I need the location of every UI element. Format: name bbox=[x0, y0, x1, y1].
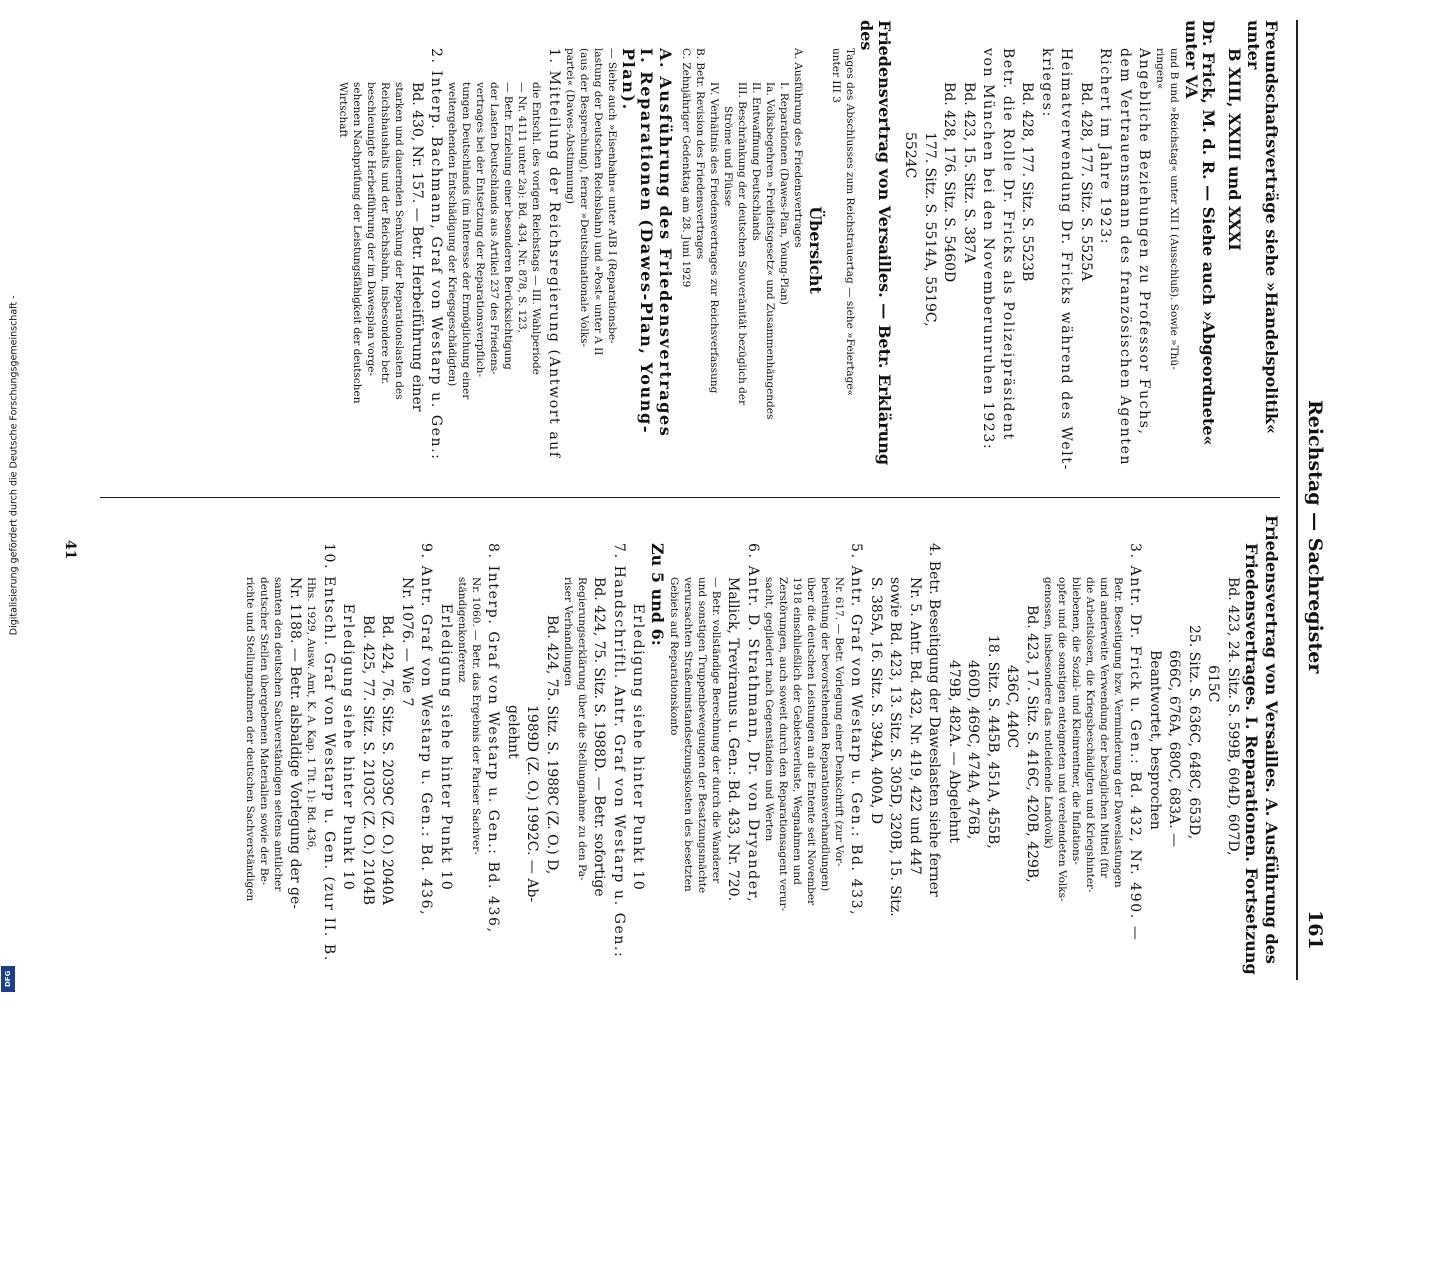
entry-line: Richert im Jahre 1923: bbox=[1097, 48, 1114, 246]
numbered-entry: 5. Antr. Graf von Westarp u. Gen.: Bd. 433, bbox=[848, 543, 865, 917]
overview-item: I. Reparationen (Dawes-Plan, Young-Plan) bbox=[778, 82, 791, 305]
entry-line: Friedensvertrages. I. Reparationen. Fortsetzung bbox=[1242, 543, 1262, 975]
reference-line: 177. Sitz. S. 5514A, 5519C, bbox=[922, 132, 938, 327]
entry-line: Gebiets auf Reparationskonto bbox=[668, 577, 680, 736]
entry-line: und sonstigen Truppenbewegungen der Besatzungsmächte bbox=[696, 577, 708, 894]
reference-line: Beantwortet, besprochen bbox=[1147, 650, 1163, 830]
overview-item: A. Ausführung des Friedensvertrages bbox=[792, 48, 805, 248]
entry-line: der Lasten Deutschlands aus Artikel 237 des Friedens- bbox=[488, 82, 501, 375]
overview-item: II. Entwaffnung Deutschlands bbox=[750, 82, 763, 241]
entry-line: — Betr. Erzielung einer besonderen Berücksichtigung bbox=[502, 82, 515, 370]
numbered-entry: 1. Mitteilung der Reichsregierung (Antwort auf bbox=[546, 48, 562, 459]
column-divider bbox=[100, 497, 1280, 498]
entry-line: tungen Deutschlands (im Interesse der Ermöglichung einer bbox=[460, 82, 473, 400]
reference-line: 18. Sitz. S. 445B, 451A, 455B, bbox=[985, 635, 1001, 849]
reference-line: Mallick, Treviranus u. Gen.: Bd. 433, Nr. 720. bbox=[725, 577, 742, 902]
entry-line: — Betr. vollständige Berechnung der durch die Wanderer bbox=[710, 577, 722, 884]
entry-line: Nr. 1060. — Betr. das Ergebnis der Pariser Sachver- bbox=[470, 577, 482, 855]
reference-line: S. 385A, 16. Sitz. S. 394A, 400A, D bbox=[868, 577, 884, 825]
entry-line: Betr. Beseitigung bzw. Verminderung der Daweslastungen bbox=[1112, 577, 1124, 888]
settlement-line: Erledigung siehe hinter Punkt 10 bbox=[340, 603, 357, 892]
reference-line: Bd. 425, 77. Sitz. S. 2103C (Z. O.) 2104B bbox=[360, 615, 376, 906]
entry-heading: Friedensvertrag von Versailles. — Betr. Erklärung des bbox=[857, 20, 894, 466]
reference-line: Bd. 428, 176. Sitz. S. 5460D bbox=[941, 82, 958, 283]
numbered-entry: 9. Antr. Graf von Westarp u. Gen.: Bd. 436, bbox=[418, 543, 435, 917]
subsection-heading: I. Reparationen (Dawes-Plan, Young-Plan). bbox=[619, 48, 656, 435]
reference-line: 25. Sitz. S. 636C, 648C, 653D, bbox=[1186, 625, 1202, 840]
running-title: Reichstag — Sachregister bbox=[1304, 400, 1326, 674]
overview-item: C. Zehnjähriger Gedenktag am 28. Juni 1929 bbox=[680, 48, 693, 288]
settlement-line: Erledigung siehe hinter Punkt 10 bbox=[438, 603, 454, 892]
entry-line: Hhs. 1929, Ausw. Amt, K. A. Kap. 1 Tit. 1): Bd. 436, bbox=[305, 577, 318, 851]
entry-line: Heimatverwendung Dr. Fricks während des Welt- bbox=[1058, 48, 1075, 471]
entry-line: die Entschl. des vorigen Reichstags — III. Wahlperiode bbox=[530, 82, 543, 375]
reference-line: 1989D (Z. O.) 1992C. — Ab- bbox=[524, 705, 541, 903]
entry-line: lastung der Deutschen Reichsbahn) und »Post« unter A II bbox=[592, 48, 604, 356]
numbered-entry: 8. Interp. Graf von Westarp u. Gen.: Bd. 436, bbox=[485, 543, 502, 934]
sheet-number: 41 bbox=[62, 540, 78, 560]
reference-line: Bd. 428, 177. Sitz. S. 5523B bbox=[1019, 82, 1036, 282]
entry-line: riser Verhandlungen bbox=[562, 577, 574, 687]
entry-line: sehenen Nachprüfung der Leistungsfähigkeit der deutschen bbox=[351, 82, 364, 404]
entry-line: deutscher Stellen übergebenen Materialien sowie der Be- bbox=[258, 577, 270, 886]
numbered-entry: 2. Interp. Bachmann, Graf von Westarp u. Gen.: bbox=[428, 48, 445, 461]
entry-line: bliebenen, die Sozial- und Kleinrentner, die Inflations- bbox=[1070, 577, 1082, 865]
reference-line: 666C, 676A, 680C, 683A. — bbox=[1166, 650, 1183, 848]
overview-heading: Übersicht bbox=[806, 206, 825, 294]
entry-line: vertrages bei der Entsetzung der Reparationsverpflich- bbox=[474, 82, 487, 377]
entry-line: bereitung der bevorstehenden Reparationsverhandlungen) bbox=[819, 577, 831, 892]
reference-line: Bd. 424, 75. Sitz. S. 1988D. — Betr. sofortige bbox=[591, 577, 608, 897]
reference-line: sowie Bd. 423, 13. Sitz. S. 305D, 320B, 15. Sitz. bbox=[887, 577, 904, 917]
numbered-entry: 4. Betr. Beseitigung der Daweslasten siehe ferner bbox=[926, 543, 943, 897]
entry-line: dem Vertrauensmann des französischen Agenten bbox=[1117, 48, 1133, 467]
entry-line: genossen, insbesondere das notleidende Landvolk) bbox=[1042, 577, 1054, 849]
entry-heading: Freundschaftsverträge siehe »Handelspolitik« unter bbox=[1244, 20, 1281, 434]
reference-line: Bd. 423, 17. Sitz. S. 416C, 420B, 429B, bbox=[1024, 605, 1040, 883]
reference-line: Bd. 424, 76. Sitz. S. 2039C (Z. O.) 2040A bbox=[379, 615, 396, 905]
entry-line: krieges: bbox=[1039, 48, 1055, 118]
entry-line: von München bei den Novemberunruhen 1923: bbox=[980, 48, 997, 451]
entry-line: — Nr. 4111 unter 2a): Bd. 434, Nr. 878, S. 123, bbox=[516, 82, 529, 334]
overview-item: IV. Verhältnis des Friedensvertrages zur Reichsverfassung bbox=[708, 82, 721, 394]
entry-line: und anderweite Verwendung der bezüglichen Mittel (für bbox=[1098, 577, 1110, 879]
entry-line: ständigenkonferenz bbox=[456, 577, 468, 683]
entry-line: unter III 3 bbox=[830, 48, 842, 103]
overview-item: Ströme und Flüsse bbox=[722, 106, 735, 207]
reference-line: Bd. 428, 177. Sitz. S. 5525A bbox=[1078, 82, 1094, 282]
entry-line: Betr. die Rolle Dr. Fricks als Polizeipräsident bbox=[1000, 48, 1016, 441]
entry-line: opfer und die sonstigen enteigneten und verelendeten Volks- bbox=[1056, 577, 1068, 902]
header-rule bbox=[1296, 20, 1298, 980]
reference-line: 5524C bbox=[902, 132, 919, 179]
digitization-credit-text: Digitalisierung gefördert durch die Deutsche Forschungsgemeinschaft - bbox=[8, 295, 20, 636]
settlement-line: Erledigung siehe hinter Punkt 10 bbox=[630, 603, 647, 892]
entry-line: die Arbeitslosen, die Kriegsbeschädigten und Kriegshinter- bbox=[1084, 577, 1096, 893]
right-column bbox=[242, 515, 1280, 980]
entry-line: B XIII, XXIII und XXXI bbox=[1225, 48, 1244, 251]
overview-item: B. Betr. Revision des Friedensvertrages bbox=[694, 48, 707, 260]
entry-line: verursachten Straßeninstandsetzungskosten des besetzten bbox=[682, 577, 694, 892]
reference-line: Bd. 423, 15. Sitz. S. 387A bbox=[961, 82, 977, 264]
reference-line: Nr. 1076. — Wie 7 bbox=[399, 577, 415, 707]
entry-line: (aus der Besprechung), ferner »Deutschnationale Volks- bbox=[578, 48, 590, 348]
entry-line: richte und Stellungnahmen der deutschen Sachverständigen bbox=[244, 577, 256, 902]
entry-line: samten den deutschen Sachverständigen seitens amtlicher bbox=[272, 577, 284, 892]
entry-line: und B und »Reichstag« unter XII I (Ausschluß). Sowie »Thü- bbox=[1168, 48, 1181, 370]
entry-line: ringen« bbox=[1154, 48, 1167, 90]
numbered-entry: 3. Antr. Dr. Frick u. Gen.: Bd. 432, Nr. 490. — bbox=[1127, 543, 1144, 942]
reference-line: 615C bbox=[1205, 665, 1222, 703]
entry-line: 1918 einschließlich der Gebietsverluste, Wegnahmen und bbox=[791, 577, 803, 885]
entry-line: Regierungserklärung über die Stellungnahme zu den Pa- bbox=[576, 577, 588, 881]
digitization-credit bbox=[4, 0, 18, 1000]
entry-line: — Siehe auch »Eisenbahn« unter AIB I (Reparationsbe- bbox=[606, 48, 618, 344]
entry-heading: Friedensvertrag von Versailles. A. Ausführung des bbox=[1262, 515, 1281, 964]
entry-line: über die deutschen Leistungen an die Entente seit November bbox=[805, 577, 817, 906]
rotated-register-page bbox=[40, 0, 1340, 1000]
reference-line: Bd. 424, 75. Sitz. S. 1988C (Z. O.) D, bbox=[544, 615, 560, 875]
overview-item: Ia. Volksbegehren »Freiheitsgesetz« und Zusammenhängendes bbox=[764, 82, 777, 420]
reference-line: gelehnt bbox=[505, 705, 521, 759]
entry-line: Wirtschaft bbox=[337, 82, 350, 138]
entry-line: starken und dauernden Senkung der Reparationslasten des bbox=[393, 82, 406, 400]
entry-line: partei« (Dawes-Abstimmung) bbox=[564, 48, 576, 204]
numbered-entry: 7. Handschriftl. Antr. Graf von Westarp u. Gen.: bbox=[611, 543, 627, 959]
entry-line: sacht, gegliedert nach Gegenständen und Werten bbox=[763, 577, 775, 842]
overview-item: III. Beschränkung der deutschen Souveränität bezüglich der bbox=[736, 82, 749, 406]
reference-line: Bd. 430, Nr. 157. — Betr. Herbeiführung einer bbox=[409, 82, 425, 412]
reference-line: Nr. 5. Antr. Bd. 432, Nr. 419, 422 und 447 bbox=[907, 577, 923, 875]
entry-line: Zerstörungen, auch soweit durch den Reparationsagent verur- bbox=[777, 577, 789, 912]
entry-line: Reichshaushalts und der Reichsbahn, insbesondere betr. bbox=[379, 82, 392, 385]
dfg-logo: DFG bbox=[1, 966, 15, 992]
page-number: 161 bbox=[1304, 910, 1326, 950]
numbered-entry: 10. Entschl. Graf von Westarp u. Gen. (zur II. B. bbox=[321, 543, 337, 962]
reference-line: 479B, 482A. — Abgelehnt bbox=[946, 660, 962, 843]
entry-line: beschleunigte Herbeiführung der im Dawesplan vorge- bbox=[365, 82, 378, 377]
section-heading: A. Ausführung des Friedensvertrages bbox=[656, 48, 676, 438]
entry-line: Angebliche Beziehungen zu Professor Fuchs, bbox=[1136, 48, 1153, 436]
entry-line: weitergehenden Entschädigung der Kriegsgeschädigten) bbox=[446, 82, 459, 387]
reference-line: Nr. 1188. — Betr. alsbaldige Vorlegung der ge- bbox=[287, 577, 304, 909]
entry-line: Tages des Abschlusses zum Reichstrauertag — siehe »Feiertage« bbox=[844, 48, 856, 396]
entry-line: Nr. 617. — Betr. Vorlegung einer Denkschrift (zur Vor- bbox=[833, 577, 845, 867]
reference-line: 460D, 469C, 474A, 476B, bbox=[965, 660, 982, 840]
entry-heading: Dr. Frick, M. d. R. — Siehe auch »Abgeordnete« unter VA bbox=[1182, 20, 1219, 446]
group-label: Zu 5 und 6: bbox=[648, 543, 667, 646]
left-column bbox=[336, 20, 1281, 480]
reference-line: Bd. 423, 24. Sitz. S. 599B, 604D, 607D, bbox=[1225, 577, 1241, 856]
numbered-entry: 6. Antr. D. Strathmann, Dr. von Dryander, bbox=[745, 543, 761, 904]
reference-line: 436C, 440C bbox=[1004, 665, 1021, 749]
